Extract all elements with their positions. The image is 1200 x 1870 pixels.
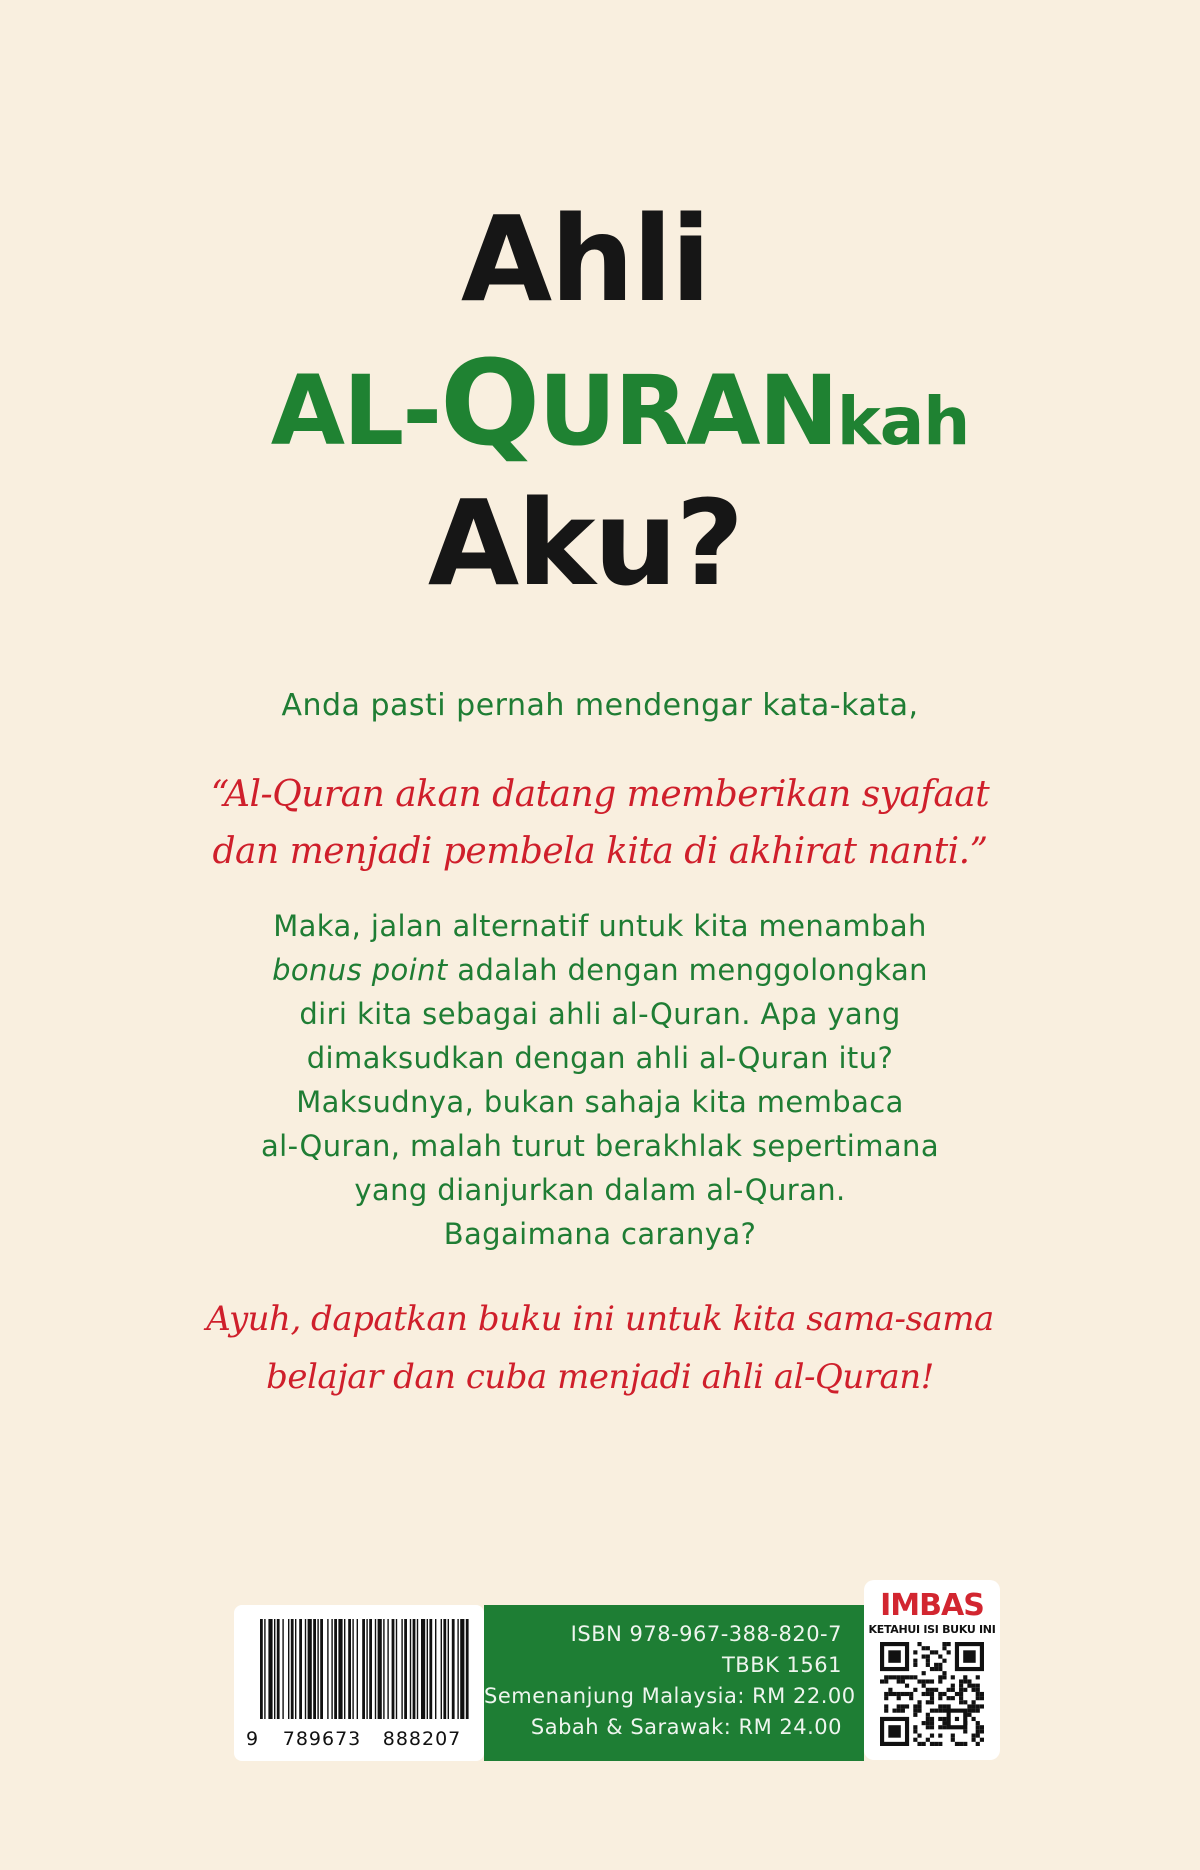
barcode-bar — [457, 1619, 458, 1719]
qr-module — [938, 1663, 942, 1667]
qr-module — [909, 1696, 913, 1700]
book-title — [0, 190, 1200, 612]
qr-module — [909, 1675, 913, 1679]
barcode-bar — [295, 1619, 296, 1719]
barcode-bar — [288, 1619, 289, 1719]
qr-module — [972, 1684, 976, 1688]
barcode-bar — [305, 1619, 306, 1719]
barcode-bar — [387, 1619, 388, 1719]
qr-subtitle: KETAHUI ISI BUKU INI — [868, 1623, 996, 1636]
qr-module — [955, 1692, 959, 1696]
qr-module — [926, 1654, 930, 1658]
qr-module — [917, 1642, 921, 1646]
title-al-prefix: AL- — [270, 355, 441, 467]
qr-module — [938, 1675, 942, 1679]
qr-module — [922, 1654, 926, 1658]
qr-module — [926, 1717, 930, 1721]
qr-module — [955, 1742, 959, 1746]
qr-module — [947, 1650, 951, 1654]
barcode-bar — [352, 1619, 353, 1719]
barcode-bar — [369, 1619, 372, 1719]
qr-module — [901, 1704, 905, 1708]
qr-module — [905, 1675, 909, 1679]
qr-module — [901, 1709, 905, 1713]
qr-module — [930, 1667, 934, 1671]
qr-module — [951, 1688, 955, 1692]
qr-module — [888, 1675, 892, 1679]
qr-module — [942, 1709, 946, 1713]
qr-module — [938, 1734, 942, 1738]
qr-module — [930, 1700, 934, 1704]
barcode-bar — [421, 1619, 425, 1719]
barcode-bar — [460, 1619, 464, 1719]
qr-module — [976, 1729, 980, 1733]
title-uran: URAN — [538, 355, 837, 467]
barcode-bar — [362, 1619, 365, 1719]
qr-module — [934, 1688, 938, 1692]
qr-module — [926, 1725, 930, 1729]
qr-module — [963, 1742, 967, 1746]
barcode-bar — [334, 1619, 337, 1719]
qr-module — [934, 1709, 938, 1713]
qr-module — [951, 1684, 955, 1688]
title-line-ahli: Ahli — [460, 190, 710, 328]
qr-module — [972, 1717, 976, 1721]
qr-module — [934, 1742, 938, 1746]
qr-module — [942, 1659, 946, 1663]
qr-panel — [864, 1580, 1000, 1760]
qr-module — [951, 1696, 955, 1700]
barcode-bar — [299, 1619, 302, 1719]
barcode-bar — [344, 1619, 345, 1719]
barcode-bar — [264, 1619, 265, 1719]
qr-finder-inner — [888, 1650, 900, 1662]
qr-module — [930, 1734, 934, 1738]
qr-module — [922, 1692, 926, 1696]
qr-module — [930, 1692, 934, 1696]
blurb-italic-phrase: bonus point — [272, 953, 448, 987]
qr-module — [897, 1679, 901, 1683]
qr-module — [909, 1692, 913, 1696]
barcode-bar — [375, 1619, 376, 1719]
barcode-digit-first: 9 — [246, 1728, 260, 1750]
qr-code-icon[interactable] — [880, 1642, 984, 1746]
qr-module — [901, 1692, 905, 1696]
qr-module — [938, 1654, 942, 1658]
qr-module — [976, 1725, 980, 1729]
book-info-panel — [484, 1605, 864, 1761]
qr-module — [905, 1692, 909, 1696]
qr-module — [905, 1704, 909, 1708]
cta-line: belajar dan cuba menjadi ahli al-Quran! — [266, 1357, 934, 1397]
quote-line: “Al-Quran akan datang memberikan syafaat — [210, 774, 990, 815]
qr-finder-inner — [963, 1650, 975, 1662]
qr-module — [884, 1675, 888, 1679]
qr-module — [942, 1675, 946, 1679]
price-peninsular-text: Semenanjung Malaysia: RM 22.00 — [484, 1684, 856, 1708]
barcode-bar — [441, 1619, 442, 1719]
blurb-line: al-Quran, malah turut berakhlak sepertimana — [260, 1129, 940, 1163]
qr-module — [930, 1721, 934, 1725]
qr-module — [959, 1696, 963, 1700]
qr-module — [972, 1704, 976, 1708]
blurb-line: Maksudnya, bukan sahaja kita membaca — [296, 1085, 904, 1119]
title-kah-suffix: kah — [836, 383, 970, 460]
qr-module — [942, 1671, 946, 1675]
qr-module — [934, 1667, 938, 1671]
qr-module — [897, 1675, 901, 1679]
qr-module — [951, 1734, 955, 1738]
qr-module — [926, 1679, 930, 1683]
qr-module — [972, 1700, 976, 1704]
blurb-line-rest: adalah dengan menggolongkan — [447, 953, 928, 987]
quote-line: dan menjadi pembela kita di akhirat nanti.” — [212, 831, 988, 872]
qr-module — [976, 1734, 980, 1738]
qr-module — [938, 1667, 942, 1671]
qr-finder-inner — [888, 1725, 900, 1737]
qr-module — [917, 1704, 921, 1708]
qr-module — [897, 1692, 901, 1696]
price-east-malaysia-text: Sabah & Sarawak: RM 24.00 — [530, 1715, 842, 1739]
qr-module — [942, 1646, 946, 1650]
qr-module — [926, 1721, 930, 1725]
qr-module — [959, 1684, 963, 1688]
catalog-code-text: TBBK 1561 — [721, 1653, 842, 1677]
qr-module — [967, 1704, 971, 1708]
qr-module — [980, 1692, 984, 1696]
qr-module — [901, 1675, 905, 1679]
qr-module — [963, 1700, 967, 1704]
qr-module — [917, 1734, 921, 1738]
qr-module — [967, 1679, 971, 1683]
qr-module — [922, 1742, 926, 1746]
barcode-bar — [413, 1619, 416, 1719]
barcode-bar — [277, 1619, 280, 1719]
barcode-bar — [291, 1619, 294, 1719]
barcode-bar — [427, 1619, 428, 1719]
title-line-aku: Aku? — [427, 474, 743, 612]
qr-module — [980, 1696, 984, 1700]
barcode-bar — [417, 1619, 418, 1719]
qr-module — [930, 1688, 934, 1692]
intro-text: Anda pasti pernah mendengar kata-kata, — [281, 688, 919, 723]
qr-module — [972, 1709, 976, 1713]
qr-module — [926, 1700, 930, 1704]
barcode-group-right: 888207 — [382, 1728, 462, 1750]
qr-module — [913, 1709, 917, 1713]
qr-module — [888, 1688, 892, 1692]
qr-module — [880, 1679, 884, 1683]
qr-module — [980, 1704, 984, 1708]
barcode-bar — [401, 1619, 402, 1719]
qr-module — [913, 1704, 917, 1708]
qr-module — [963, 1688, 967, 1692]
qr-module — [901, 1679, 905, 1683]
qr-module — [926, 1692, 930, 1696]
qr-module — [972, 1734, 976, 1738]
qr-module — [976, 1688, 980, 1692]
qr-module — [980, 1725, 984, 1729]
qr-module — [976, 1684, 980, 1688]
qr-module — [976, 1709, 980, 1713]
barcode-bar — [448, 1619, 449, 1719]
barcode-bar — [274, 1619, 275, 1719]
barcode-icon — [246, 1619, 472, 1727]
qr-module — [884, 1709, 888, 1713]
barcode-bar — [317, 1619, 318, 1719]
qr-module — [942, 1704, 946, 1708]
qr-module — [980, 1738, 984, 1742]
qr-module — [930, 1742, 934, 1746]
qr-module — [938, 1717, 942, 1721]
qr-module — [930, 1696, 934, 1700]
barcode-bar — [392, 1619, 395, 1719]
qr-module — [888, 1692, 892, 1696]
qr-module — [963, 1675, 967, 1679]
qr-module — [938, 1725, 942, 1729]
qr-module — [884, 1704, 888, 1708]
qr-module — [959, 1679, 963, 1683]
barcode-bar — [383, 1619, 384, 1719]
qr-module — [922, 1646, 926, 1650]
qr-module — [892, 1675, 896, 1679]
barcode-bar — [435, 1619, 436, 1719]
qr-module — [922, 1679, 926, 1683]
qr-module — [913, 1663, 917, 1667]
qr-module — [930, 1717, 934, 1721]
qr-module — [976, 1692, 980, 1696]
qr-module — [926, 1738, 930, 1742]
qr-module — [892, 1709, 896, 1713]
qr-module — [913, 1688, 917, 1692]
barcode-group-left: 789673 — [282, 1728, 362, 1750]
isbn-text: ISBN 978-967-388-820-7 — [570, 1622, 842, 1646]
qr-module — [926, 1713, 930, 1717]
barcode-bar — [308, 1619, 312, 1719]
blurb-line: yang dianjurkan dalam al-Quran. — [354, 1173, 846, 1207]
blurb-line: diri kita sebagai ahli al-Quran. Apa yang — [299, 997, 901, 1031]
blurb-line: Maka, jalan alternatif untuk kita menambah — [273, 909, 927, 943]
qr-module — [884, 1692, 888, 1696]
qr-module — [947, 1688, 951, 1692]
qr-module — [976, 1742, 980, 1746]
barcode-bar — [443, 1619, 446, 1719]
qr-module — [913, 1659, 917, 1663]
qr-module — [951, 1675, 955, 1679]
qr-module — [922, 1684, 926, 1688]
qr-module — [938, 1692, 942, 1696]
barcode-bar — [282, 1619, 283, 1719]
qr-module — [947, 1642, 951, 1646]
qr-module — [913, 1675, 917, 1679]
call-to-action — [200, 1290, 1000, 1406]
qr-module — [963, 1679, 967, 1683]
qr-module — [913, 1729, 917, 1733]
qr-module — [884, 1679, 888, 1683]
qr-module — [967, 1709, 971, 1713]
qr-module — [976, 1696, 980, 1700]
qr-module — [972, 1738, 976, 1742]
quote-block — [200, 766, 1000, 880]
barcode-bar — [466, 1619, 469, 1719]
qr-module — [980, 1729, 984, 1733]
qr-module — [976, 1675, 980, 1679]
qr-module — [930, 1679, 934, 1683]
barcode-bar — [327, 1619, 328, 1719]
qr-module — [917, 1709, 921, 1713]
qr-module — [959, 1742, 963, 1746]
qr-module — [938, 1709, 942, 1713]
qr-module — [926, 1659, 930, 1663]
barcode-bar — [331, 1619, 332, 1719]
barcode-digits — [246, 1728, 478, 1750]
qr-module — [934, 1663, 938, 1667]
barcode-bar — [357, 1619, 358, 1719]
barcode-bar — [348, 1619, 351, 1719]
qr-module — [892, 1692, 896, 1696]
barcode-bar — [404, 1619, 407, 1719]
qr-module — [913, 1650, 917, 1654]
barcode-bar — [268, 1619, 272, 1719]
qr-module — [951, 1738, 955, 1742]
qr-module — [942, 1717, 946, 1721]
qr-module — [967, 1684, 971, 1688]
qr-module — [926, 1663, 930, 1667]
barcode-bar — [452, 1619, 455, 1719]
blurb-line — [200, 948, 1000, 992]
qr-module — [942, 1721, 946, 1725]
blurb-line: dimaksudkan dengan ahli al-Quran itu? — [306, 1041, 894, 1075]
qr-module — [959, 1700, 963, 1704]
qr-module — [905, 1684, 909, 1688]
barcode-bar — [320, 1619, 323, 1719]
title-line-al-quran-kah — [40, 334, 1200, 472]
barcode-panel — [234, 1605, 484, 1761]
barcode-bar — [378, 1619, 382, 1719]
qr-module — [926, 1688, 930, 1692]
qr-module — [938, 1704, 942, 1708]
qr-module — [930, 1709, 934, 1713]
qr-module — [917, 1742, 921, 1746]
barcode-bar — [410, 1619, 411, 1719]
qr-module — [930, 1650, 934, 1654]
qr-module — [913, 1725, 917, 1729]
blurb-paragraph — [200, 904, 1000, 1256]
qr-module — [897, 1696, 901, 1700]
qr-module — [917, 1700, 921, 1704]
qr-module — [942, 1725, 946, 1729]
qr-module — [963, 1729, 967, 1733]
qr-module — [942, 1642, 946, 1646]
qr-module — [959, 1688, 963, 1692]
qr-module — [922, 1671, 926, 1675]
qr-module — [967, 1713, 971, 1717]
qr-module — [917, 1679, 921, 1683]
barcode-bar — [338, 1619, 342, 1719]
qr-module — [938, 1696, 942, 1700]
qr-module — [897, 1709, 901, 1713]
qr-module — [884, 1696, 888, 1700]
qr-module — [897, 1704, 901, 1708]
barcode-bar — [396, 1619, 397, 1719]
qr-module — [934, 1650, 938, 1654]
qr-module — [972, 1688, 976, 1692]
barcode-bar — [429, 1619, 432, 1719]
qr-module — [947, 1704, 951, 1708]
cta-line: Ayuh, dapatkan buku ini untuk kita sama-sama — [206, 1299, 994, 1339]
qr-module — [976, 1721, 980, 1725]
title-q-letter: Q — [440, 334, 539, 472]
qr-module — [922, 1721, 926, 1725]
qr-module — [959, 1692, 963, 1696]
qr-module — [938, 1679, 942, 1683]
barcode-bar — [313, 1619, 316, 1719]
qr-module — [942, 1692, 946, 1696]
barcode-bar — [366, 1619, 367, 1719]
barcode-bar — [260, 1619, 263, 1719]
qr-title: IMBAS — [880, 1588, 984, 1623]
qr-module — [926, 1646, 930, 1650]
blurb-line: Bagaimana caranya? — [443, 1217, 757, 1251]
qr-module — [913, 1713, 917, 1717]
qr-module — [947, 1696, 951, 1700]
qr-align-inner — [955, 1717, 959, 1721]
qr-module — [930, 1725, 934, 1729]
qr-module — [938, 1742, 942, 1746]
qr-module — [976, 1704, 980, 1708]
qr-module — [913, 1738, 917, 1742]
